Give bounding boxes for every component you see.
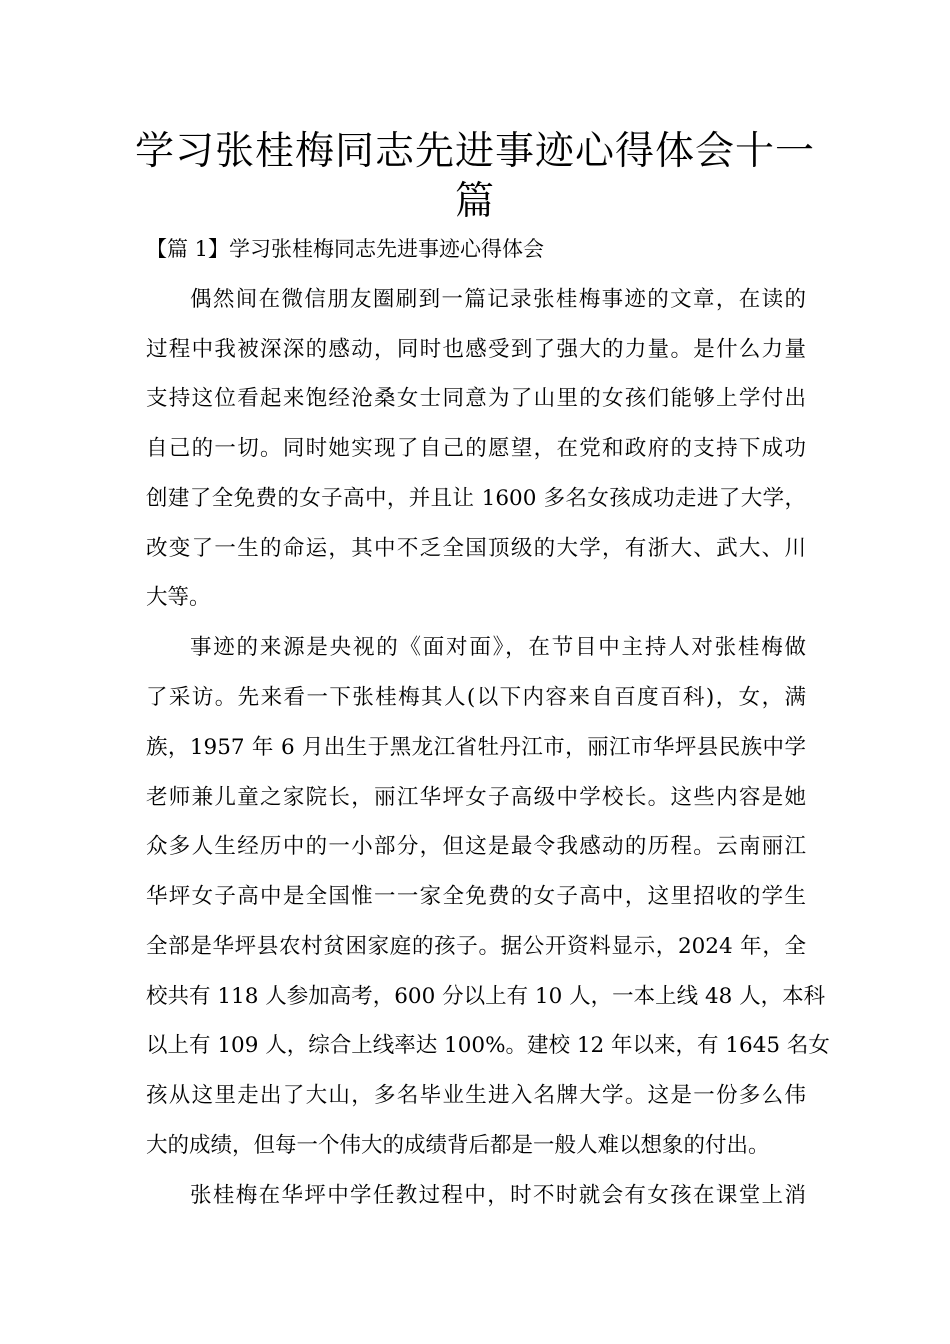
paragraph-2-line-7: 全部是华坪县农村贫困家庭的孩子。据公开资料显示，2024 年，全	[146, 934, 806, 959]
paragraph-1-line-3: 支持这位看起来饱经沧桑女士同意为了山里的女孩们能够上学付出	[146, 386, 806, 411]
section-heading: 【篇 1】学习张桂梅同志先进事迹心得体会	[146, 237, 545, 261]
paragraph-2-line-4: 老师兼儿童之家院长，丽江华坪女子高级中学校长。这些内容是她	[146, 785, 806, 810]
paragraph-3-line-1: 张桂梅在华坪中学任教过程中，时不时就会有女孩在课堂上消	[190, 1183, 806, 1208]
paragraph-2-line-9: 以上有 109 人，综合上线率达 100%。建校 12 年以来，有 1645 名女	[146, 1033, 830, 1058]
paragraph-1-line-5: 创建了全免费的女子高中，并且让 1600 多名女孩成功走进了大学，	[146, 486, 806, 511]
paragraph-2-line-3: 族，1957 年 6 月出生于黑龙江省牡丹江市，丽江市华坪县民族中学	[146, 735, 806, 760]
paragraph-2-line-2: 了采访。先来看一下张桂梅其人(以下内容来自百度百科)，女，满	[146, 685, 806, 710]
paragraph-1-line-6: 改变了一生的命运，其中不乏全国顶级的大学，有浙大、武大、川	[146, 536, 806, 561]
paragraph-2-line-5: 众多人生经历中的一小部分，但这是最令我感动的历程。云南丽江	[146, 834, 806, 859]
paragraph-2-line-1: 事迹的来源是央视的《面对面》，在节目中主持人对张桂梅做	[190, 635, 806, 660]
document-title-line-2: 篇	[454, 179, 495, 224]
paragraph-1-line-4: 自己的一切。同时她实现了自己的愿望，在党和政府的支持下成功	[146, 436, 806, 461]
document-title-line-1: 学习张桂梅同志先进事迹心得体会十一	[134, 129, 815, 174]
paragraph-2-line-8: 校共有 118 人参加高考，600 分以上有 10 人，一本上线 48 人，本科	[146, 984, 826, 1009]
paragraph-1-line-1: 偶然间在微信朋友圈刷到一篇记录张桂梅事迹的文章，在读的	[190, 287, 806, 312]
paragraph-1-line-7: 大等。	[146, 585, 211, 610]
paragraph-2-line-6: 华坪女子高中是全国惟一一家全免费的女子高中，这里招收的学生	[146, 884, 806, 909]
paragraph-2-line-10: 孩从这里走出了大山，多名毕业生进入名牌大学。这是一份多么伟	[146, 1083, 806, 1108]
paragraph-2-line-11: 大的成绩，但每一个伟大的成绩背后都是一般人难以想象的付出。	[146, 1133, 770, 1158]
paragraph-1-line-2: 过程中我被深深的感动，同时也感受到了强大的力量。是什么力量	[146, 337, 806, 362]
